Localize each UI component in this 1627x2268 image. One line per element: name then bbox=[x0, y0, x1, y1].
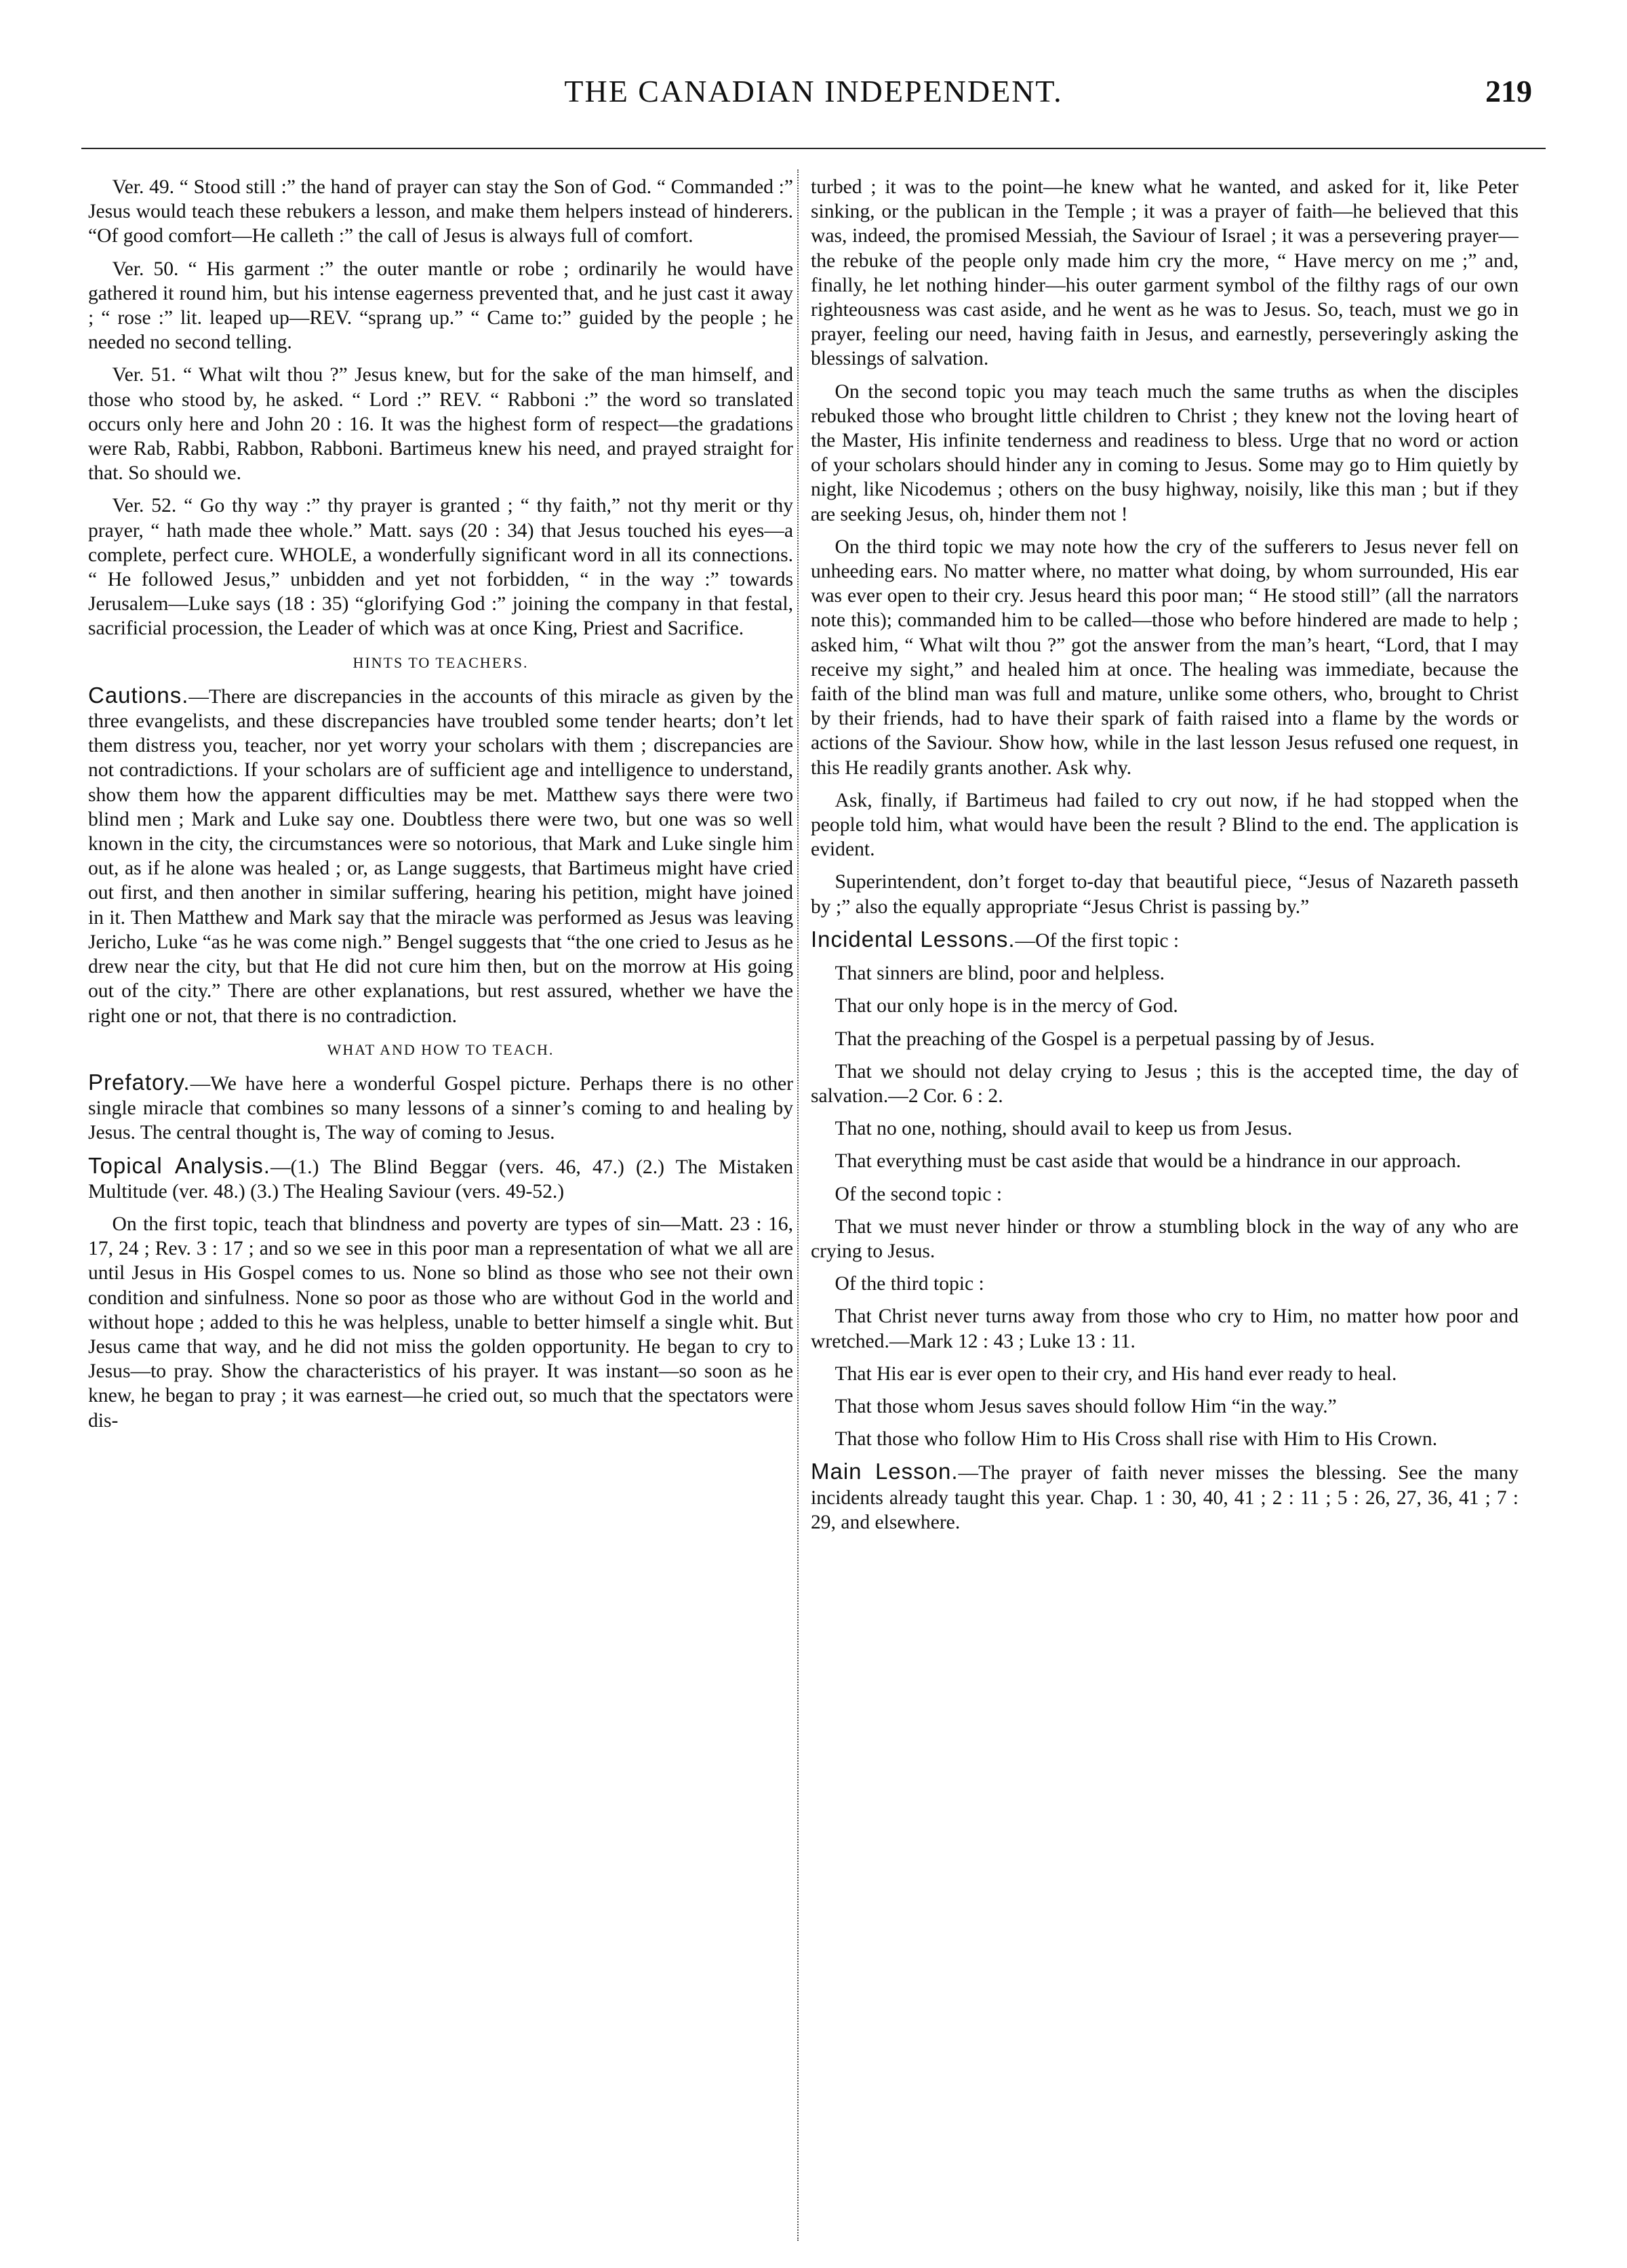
lesson-item: That everything must be cast aside that would be a hindrance in our approach. bbox=[835, 1150, 1462, 1173]
incidental-lead: Incidental Lessons. bbox=[811, 926, 1016, 952]
main-lesson-lead: Main Lesson. bbox=[811, 1459, 959, 1484]
publication-title: THE CANADIAN INDEPENDENT. bbox=[564, 74, 1063, 108]
third-topic-paragraph: On the third topic we may note how the cry of the sufferers to Jesus never fell on unheeding ears. No matter where, no matter what doing, by whom surrounded, His ear was ever open to their cry. Jesus heard this poor man; “ He stood still” (all the narrators note this); commanded him to be called—those who before hindered are made to help ; asked him, “ What wilt thou ?” got the answer from the man’s heart, “Lord, that I may receive my sight,” and healed him at once. The healing was immediate, because the faith of the blind man was full and mature, unlike some others, who, brought to Christ by their friends, had to have their spark of faith raised into a flame by the words or actions of the Saviour. Show how, while in the last lesson Jesus refused one request, in this He readily grants another. Ask why. bbox=[811, 535, 1519, 779]
cautions-lead: Cautions. bbox=[88, 682, 189, 708]
lesson-item: That our only hope is in the mercy of God. bbox=[835, 995, 1178, 1017]
lesson-item: That we must never hinder or throw a stumbling block in the way of any who are crying to Jesus. bbox=[811, 1215, 1519, 1262]
prefatory-lead: Prefatory. bbox=[88, 1069, 190, 1095]
first-topic-paragraph: On the first topic, teach that blindness and poverty are types of sin—Matt. 23 : 16, 17, 24 ; Rev. 3 : 17 ; and so we see in this poor man a representation of what we all are until Jesus in His Gospel comes to us. None so blind as those who see not their own condition and sinfulness. None so poor as those who are without God in the world and without hope ; added to this he was helpless, unable to better himself a single whit. But Jesus came that way, and he did not miss the golden opportunity. He began to cry to Jesus—to pray. Show the characteristics of his prayer. It was instant—so soon as he knew, he began to pray ; it was earnest—he cried out, so much that the spectators were dis- bbox=[88, 1213, 793, 1432]
page-header bbox=[81, 26, 1546, 108]
prefatory-text: —We have here a wonderful Gospel picture. Perhaps there is no other single miracle that combines so many lessons of a sinner’s coming to and healing by Jesus. The central thought is, The way of coming to Jesus. bbox=[88, 1072, 793, 1144]
right-column bbox=[811, 175, 1519, 2241]
header-rule bbox=[81, 148, 1546, 149]
left-column bbox=[88, 175, 793, 2241]
cautions-text: —There are discrepancies in the accounts of this miracle as given by the three evangelists, and these discrepancies have troubled some tender hearts; don’t let them distress you, teacher, nor yet worry your scholars with them ; discrepancies are not contradictions. If your scholars are of sufficient age and intelligence to understand, show them how the apparent difficulties may be met. Matthew says there were two blind men ; Mark and Luke say one. Doubtless there were two, but one was so well known in the city, the circumstances were so notorious, that Mark and Luke single him out, as if he alone was healed ; or, as Lange suggests, that Bartimeus might have cried out first, and then another in similar suffering, hearing his petition, might have joined in it. Then Matthew and Mark say that the miracle was performed as Jesus was leaving Jericho, Luke “as he was come nigh.” Bengel suggests that “the one cried to Jesus as he drew near the city, but that He did not cure him then, but on the morrow at His going out of the city.” There are other explanations, but rest assured, whether we have the right one or not, that there is no contradiction. bbox=[88, 685, 793, 1027]
continuation-paragraph: turbed ; it was to the point—he knew what he wanted, and asked for it, like Peter sinking, or the publican in the Temple ; it was a prayer of faith—he believed that this was, indeed, the promised Messiah, the Saviour of Israel ; it was a persevering prayer—the rebuke of the people only made him cry the more, “ Have mercy on me ;” and, finally, he let nothing hinder—his outer garment symbol of the filthy rags of our own righteousness was cast aside, and he went as he was to Jesus. So, teach, must we go in prayer, feeling our need, having faith in Jesus, and earnestly, perseveringly asking the blessings of salvation. bbox=[811, 176, 1519, 370]
lesson-item: That those whom Jesus saves should follow Him “in the way.” bbox=[835, 1395, 1337, 1417]
lesson-item: That no one, nothing, should avail to keep us from Jesus. bbox=[835, 1118, 1293, 1140]
incidental-paragraph bbox=[811, 927, 1519, 953]
main-lesson-text: —The prayer of faith never misses the blessing. See the many incidents already taught this year. Chap. 1 : 30, 40, 41 ; 2 : 11 ; 5 : 26, 27, 36, 41 ; 7 : 29, and elsewhere. bbox=[811, 1462, 1519, 1533]
what-to-teach-heading: WHAT AND HOW TO TEACH. bbox=[327, 1040, 555, 1058]
superintendent-paragraph: Superintendent, don’t forget to-day that beautiful piece, “Jesus of Nazareth passeth by ;” also the equally appropriate “Jesus Christ is passing by.” bbox=[811, 871, 1519, 918]
topical-text: —(1.) The Blind Beggar (vers. 46, 47.) (2.) The Mistaken Multitude (ver. 48.) (3.) The Healing Saviour (vers. 49-52.) bbox=[88, 1156, 793, 1202]
hints-heading: HINTS TO TEACHERS. bbox=[353, 653, 529, 671]
incidental-text: —Of the first topic : bbox=[1015, 929, 1180, 952]
cautions-paragraph bbox=[88, 683, 793, 1028]
lesson-item: That we should not delay crying to Jesus ; this is the accepted time, the day of salvation.—2 Cor. 6 : 2. bbox=[811, 1060, 1519, 1107]
second-topic-paragraph: On the second topic you may teach much the same truths as when the disciples rebuked those who brought little children to Christ ; they knew not the loving heart of the Master, His infinite tenderness and readiness to bless. Urge that no word or action of your scholars should hinder any in coming to Jesus. Some may go to Him quietly by night, like Nicodemus ; others on the busy highway, noisily, like this man ; but if they are seeking Jesus, oh, hinder them not ! bbox=[811, 380, 1519, 525]
topical-lead: Topical Analysis. bbox=[88, 1152, 270, 1178]
ask-finally-paragraph: Ask, finally, if Bartimeus had failed to cry out now, if he had stopped when the people told him, what would have been the result ? Blind to the end. The application is evident. bbox=[811, 789, 1519, 861]
verse-51-note: Ver. 51. “ What wilt thou ?” Jesus knew, but for the sake of the man himself, and those who stood by, he asked. “ Lord :” REV. “ Rabboni :” the word so translated occurs only here and John 20 : 16. It was the highest form of respect—the gradations were Rab, Rabbi, Rabbon, Rabboni. Bartimeus knew his need, and prayed straight for that. So should we. bbox=[88, 364, 793, 485]
topical-paragraph bbox=[88, 1154, 793, 1204]
main-lesson-paragraph bbox=[811, 1459, 1519, 1535]
lesson-item: That sinners are blind, poor and helpless. bbox=[835, 963, 1165, 985]
lesson-item: That those who follow Him to His Cross shall rise with Him to His Crown. bbox=[835, 1428, 1438, 1451]
lesson-item: That Christ never turns away from those who cry to Him, no matter how poor and wretched.—Mark 12 : 43 ; Luke 13 : 11. bbox=[811, 1305, 1519, 1352]
prefatory-paragraph bbox=[88, 1070, 793, 1146]
page-number: 219 bbox=[1485, 74, 1532, 108]
verse-52-note: Ver. 52. “ Go thy way :” thy prayer is granted ; “ thy faith,” not thy merit or thy prayer, “ hath made thee whole.” Matt. says (20 : 34) that Jesus touched his eyes—a complete, perfect cure. WHOLE, a wonderfully significant word in all its connections. “ He followed Jesus,” unbidden and yet not forbidden, “ in the way :” towards Jerusalem—Luke says (18 : 35) “glorifying God :” joining the company in that festal, sacrificial procession, the Leader of which was at once King, Priest and Sacrifice. bbox=[88, 495, 793, 640]
lesson-item: That the preaching of the Gospel is a perpetual passing by of Jesus. bbox=[835, 1028, 1375, 1050]
second-topic-label: Of the second topic : bbox=[835, 1183, 1003, 1205]
third-topic-label: Of the third topic : bbox=[835, 1273, 984, 1295]
verse-49-note: Ver. 49. “ Stood still :” the hand of prayer can stay the Son of God. “ Commanded :” Jesus would teach these rebukers a lesson, and make them helpers instead of hinderers. “Of good comfort—He calleth :” the call of Jesus is always full of comfort. bbox=[88, 176, 793, 247]
lesson-item: That His ear is ever open to their cry, and His hand ever ready to heal. bbox=[835, 1362, 1397, 1385]
verse-50-note: Ver. 50. “ His garment :” the outer mantle or robe ; ordinarily he would have gathered it round him, but his intense eagerness prevented that, and he just cast it away ; “ rose :” lit. leaped up—REV. “sprang up.” “ Came to:” guided by the people ; he needed no second telling. bbox=[88, 258, 793, 354]
column-divider bbox=[797, 169, 799, 2241]
